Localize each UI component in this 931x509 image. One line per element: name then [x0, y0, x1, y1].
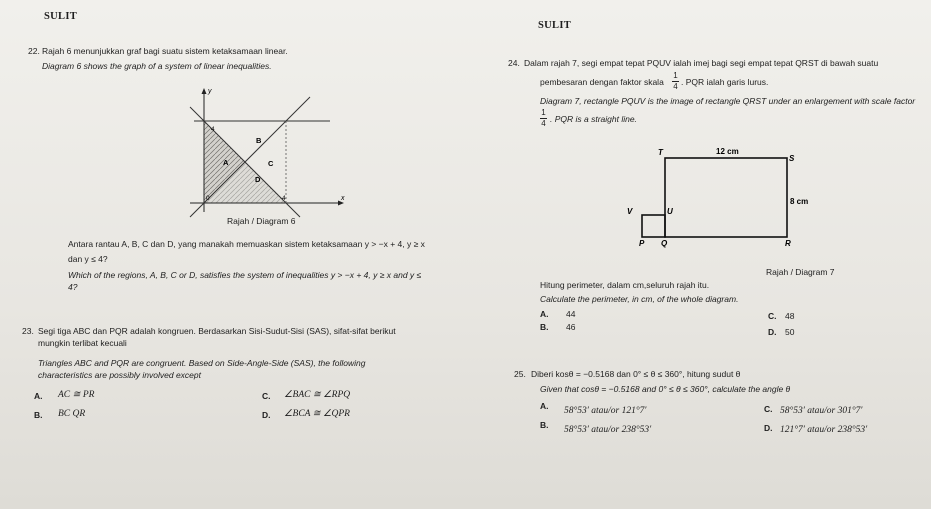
q23-number: 23. [22, 326, 34, 336]
scale-numerator: 1 [673, 71, 678, 80]
q22-ask-malay-line1: Antara rantau A, B, C dan D, yang manakah memuaskan sistem ketaksamaan y > −x + 4, y ≥ x [68, 239, 425, 249]
q24-number: 24. [508, 58, 520, 68]
vertex-q-label: Q [661, 239, 668, 248]
vertex-v-label: V [627, 207, 633, 216]
vertex-r-label: R [785, 239, 791, 248]
vertex-u-label: U [667, 207, 673, 216]
q24-option-c-key: C. [768, 311, 777, 321]
q25-option-b-text: 58°53′ atau/or 238°53′ [564, 425, 652, 435]
x-axis-label: x [341, 195, 345, 202]
q25-text-english: Given that cosθ = −0.5168 and 0° ≤ θ ≤ 360°, calculate the angle θ [540, 384, 791, 394]
rectangle-qrst [665, 158, 787, 237]
q22-ask-english-line1: Which of the regions, A, B, C or D, satisfies the system of inequalities y > −x + 4, y ≥ x and y ≤ [68, 270, 422, 280]
q22-ask-english-line2: 4? [68, 282, 78, 292]
q25-number: 25. [514, 369, 526, 379]
q24-option-d-text: 50 [785, 327, 795, 337]
region-b-label: B [256, 136, 262, 145]
q23-text-malay-line1: Segi tiga ABC dan PQR adalah kongruen. Berdasarkan Sisi-Sudut-Sisi (SAS), sifat-sifat berikut [38, 326, 396, 336]
rectangle-pquv [642, 215, 665, 237]
q24-ask-malay: Hitung perimeter, dalam cm,seluruh rajah itu. [540, 280, 710, 290]
scale-denominator: 4 [673, 82, 678, 91]
q25-option-d-key: D. [764, 423, 773, 433]
scale-numerator: 1 [541, 108, 546, 117]
q24-option-c-text: 48 [785, 311, 795, 321]
q24-text-english-line2: . PQR is a straight line. [550, 114, 637, 124]
q24-option-b-text: 46 [566, 322, 576, 332]
x-tick-4-label: 4 [282, 195, 286, 202]
q23-option-c-text: ∠BAC ≅ ∠RPQ [284, 390, 351, 400]
q25-option-d-text: 121°7′ atau/or 238°53′ [780, 425, 868, 435]
q25-option-c-text: 58°53′ atau/or 301°7′ [780, 406, 863, 416]
diagram-6-graph [180, 84, 355, 236]
q25-text-malay: Diberi kosθ = −0.5168 dan 0° ≤ θ ≤ 360°, hitung sudut θ [531, 369, 741, 379]
q25-option-c-key: C. [764, 404, 773, 414]
q22-ask-malay-line2: dan y ≤ 4? [68, 254, 108, 264]
length-12cm-label: 12 cm [716, 147, 739, 156]
q23-option-a-text: AC ≅ PR [58, 390, 95, 400]
q24-text-malay-line1: Dalam rajah 7, segi empat tepat PQUV ialah imej bagi segi empat tepat QRST di bawah suatu [524, 58, 879, 68]
vertex-s-label: S [789, 154, 795, 163]
origin-label: 0 [206, 195, 210, 202]
q22-text-malay: Rajah 6 menunjukkan graf bagi suatu sistem ketaksamaan linear. [42, 46, 288, 56]
q24-option-a-text: 44 [566, 309, 576, 319]
vertex-p-label: P [639, 239, 645, 248]
q24-text-english-line1: Diagram 7, rectangle PQUV is the image of rectangle QRST under an enlargement with scale factor [540, 96, 916, 106]
q23-text-malay-line2: mungkin terlibat kecuali [38, 338, 127, 348]
q25-option-b-key: B. [540, 420, 549, 430]
length-8cm-label: 8 cm [790, 197, 809, 206]
q23-option-d-key: D. [262, 410, 271, 420]
q23-option-c-key: C. [262, 391, 271, 401]
diagram-6-caption: Rajah / Diagram 6 [227, 216, 296, 226]
vertex-t-label: T [658, 148, 663, 157]
q22-text-english: Diagram 6 shows the graph of a system of linear inequalities. [42, 61, 272, 71]
scale-denominator: 4 [541, 119, 546, 128]
diagram-7-rectangles [618, 140, 818, 250]
region-a-label: A [223, 158, 229, 167]
q24-text-malay-line2: pembesaran dengan faktor skala [540, 77, 664, 87]
header-right: SULIT [538, 20, 572, 31]
region-c-label: C [268, 159, 274, 168]
q25-option-a-text: 58°53′ atau/or 121°7′ [564, 406, 647, 416]
q23-option-b-key: B. [34, 410, 43, 420]
y-tick-4-label: 4 [211, 126, 215, 133]
diagram-7-caption: Rajah / Diagram 7 [766, 267, 835, 277]
q24-option-a-key: A. [540, 309, 549, 319]
q23-option-a-key: A. [34, 391, 43, 401]
q23-option-d-text: ∠BCA ≅ ∠QPR [284, 409, 350, 419]
q24-ask-english: Calculate the perimeter, in cm, of the whole diagram. [540, 294, 739, 304]
q24-text-malay-line2-end: . PQR ialah garis lurus. [681, 77, 769, 87]
q24-option-b-key: B. [540, 322, 549, 332]
q22-number: 22. [28, 46, 40, 56]
q23-text-english-line1: Triangles ABC and PQR are congruent. Based on Side-Angle-Side (SAS), the following [38, 358, 366, 368]
q23-text-english-line2: characteristics are possibly involved except [38, 370, 201, 380]
y-axis-label: y [208, 88, 212, 95]
q24-scale-fraction-english [540, 109, 547, 128]
q24-scale-fraction-malay [672, 72, 679, 91]
header-left: SULIT [44, 11, 78, 22]
q25-option-a-key: A. [540, 401, 549, 411]
q23-option-b-text: BC QR [58, 409, 86, 419]
q24-option-d-key: D. [768, 327, 777, 337]
region-d-label: D [255, 175, 261, 184]
